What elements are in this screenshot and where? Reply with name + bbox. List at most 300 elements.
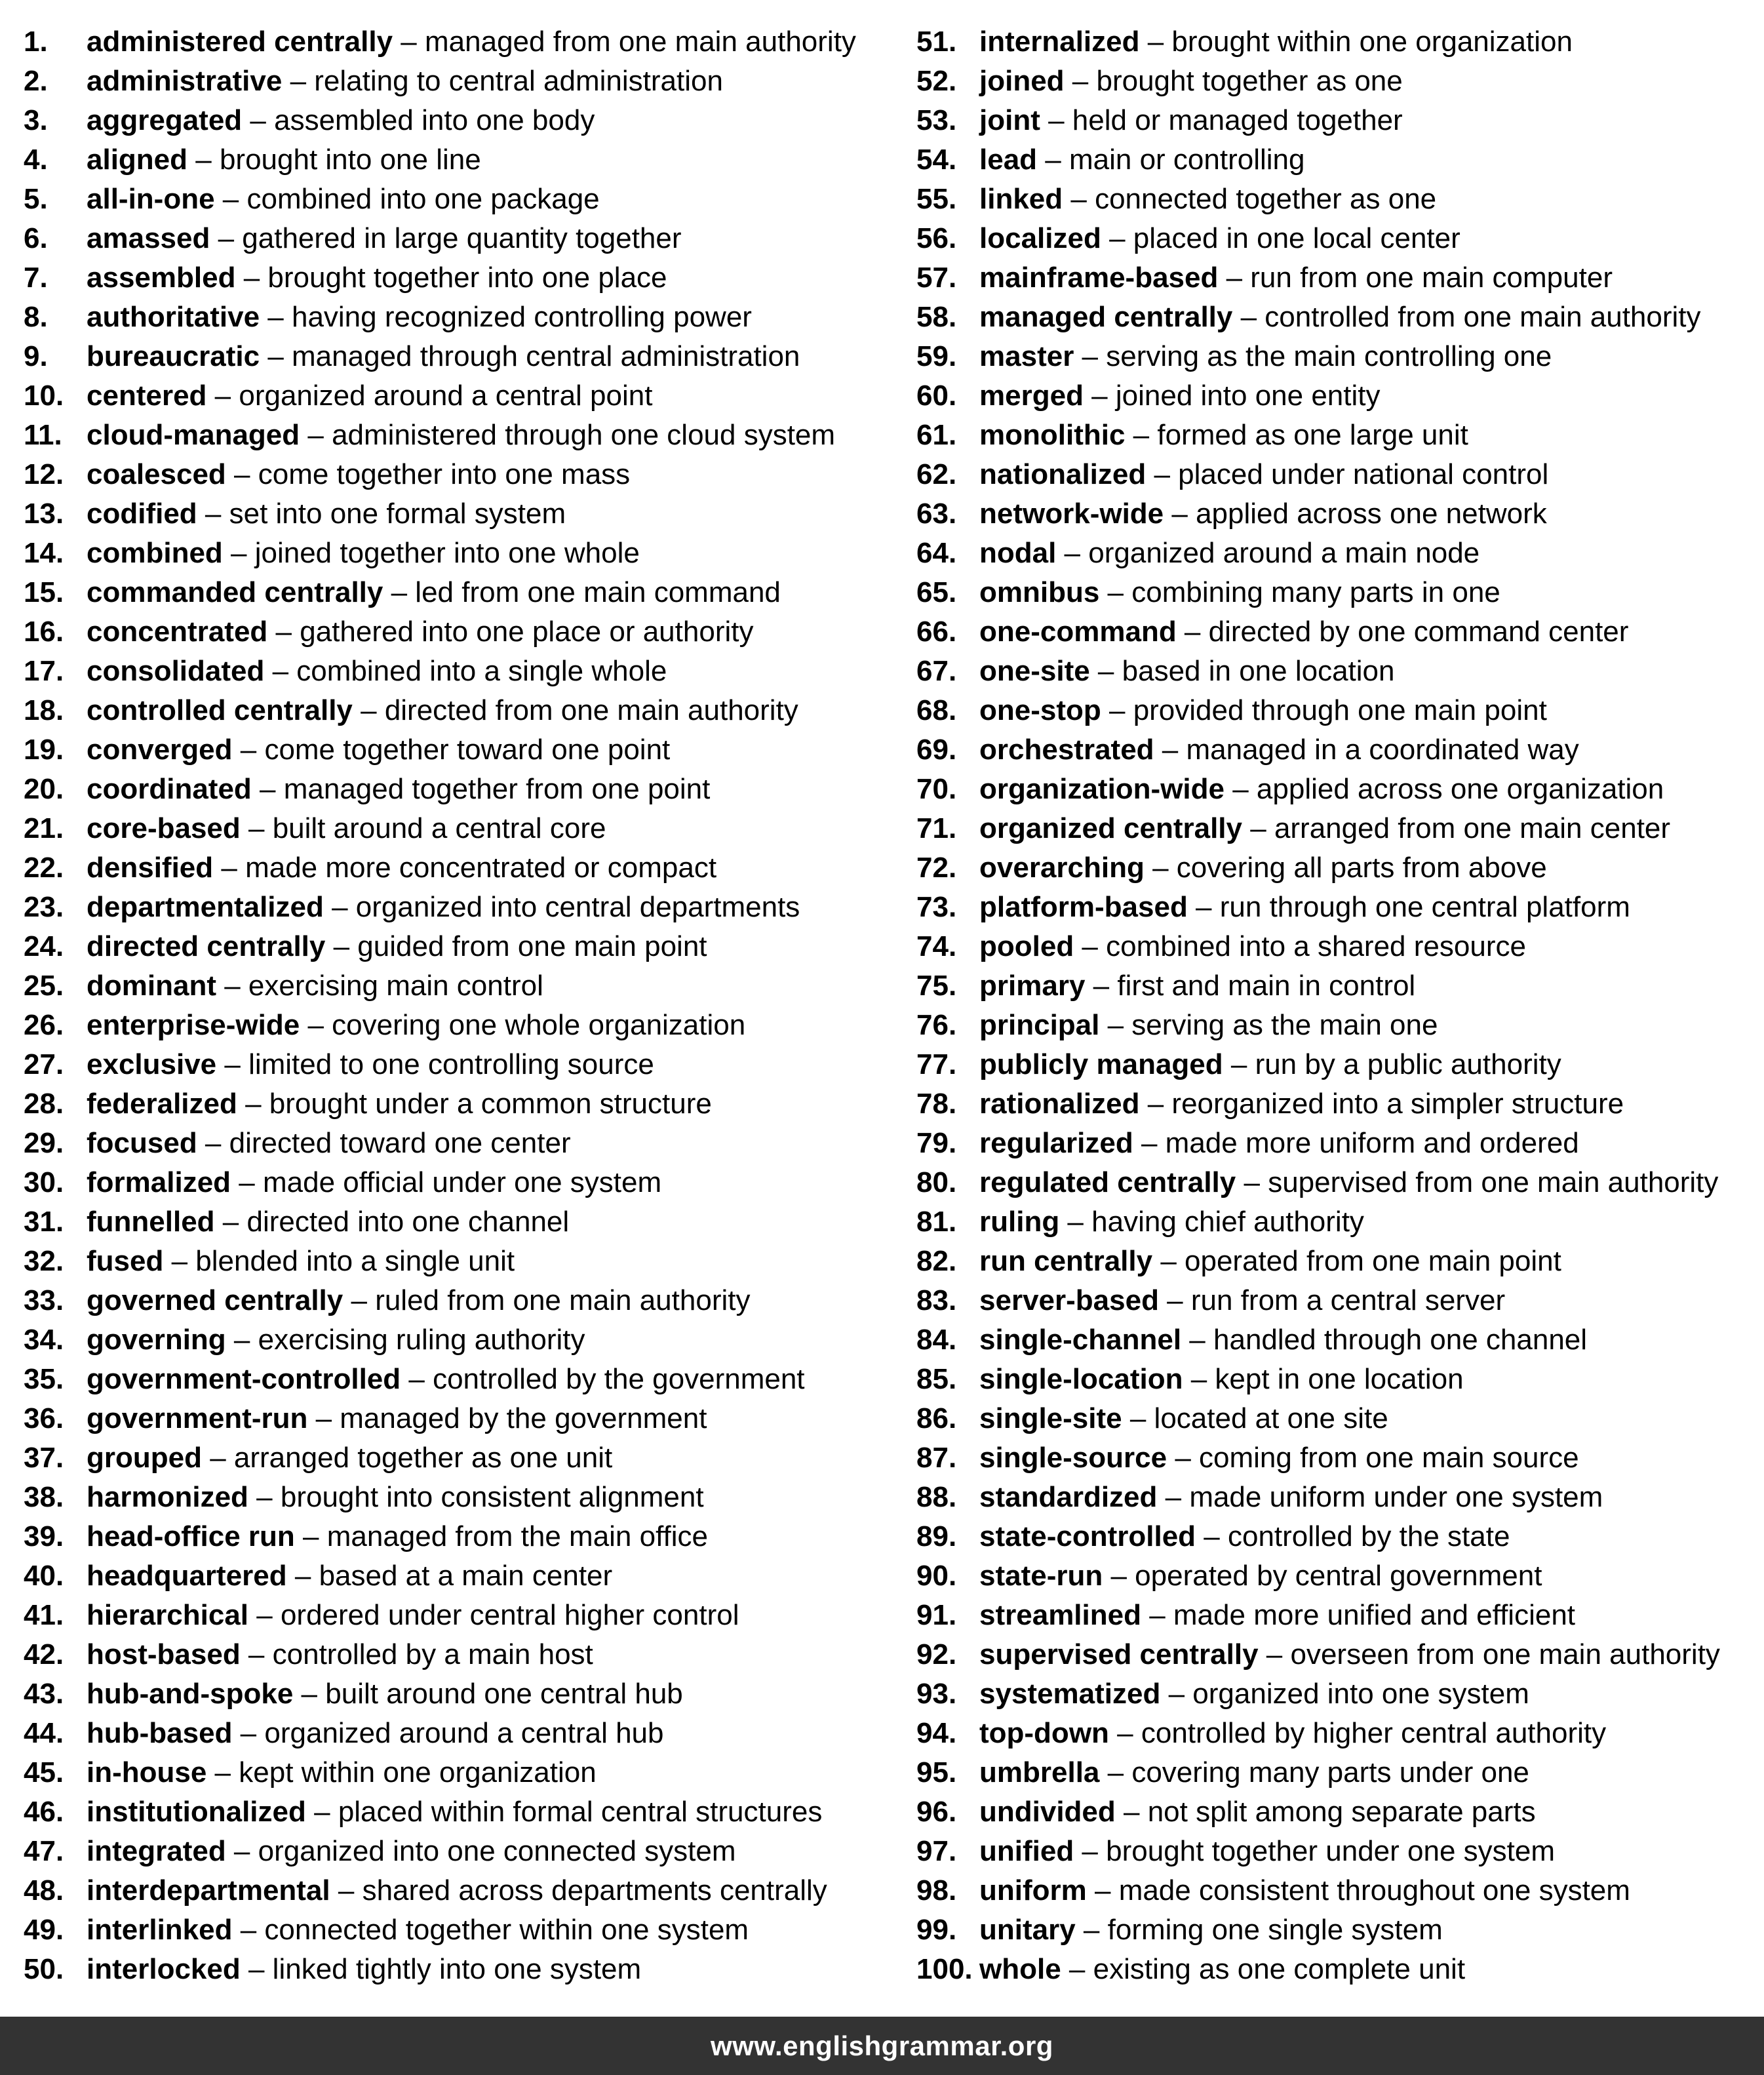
entry-word: pooled [979, 930, 1074, 962]
entry-word: publicly managed [979, 1048, 1223, 1080]
entry-word: integrated [87, 1835, 226, 1867]
entry-separator: – [1040, 104, 1072, 136]
word-entry [24, 612, 902, 652]
word-entry [24, 1202, 902, 1242]
entry-number: 15. [24, 576, 64, 608]
entry-definition: brought within one organization [1171, 26, 1573, 58]
entry-word: institutionalized [87, 1796, 306, 1828]
entry-word: single-source [979, 1442, 1167, 1474]
entry-word: government-run [87, 1402, 308, 1434]
entry-number: 80. [916, 1166, 957, 1198]
word-entry [916, 809, 1762, 848]
entry-separator: – [383, 576, 416, 608]
entry-number: 11. [24, 419, 62, 451]
entry-number: 2. [24, 65, 48, 97]
entry-number: 5. [24, 183, 48, 215]
word-entry [24, 1635, 902, 1674]
entry-number: 100. [916, 1953, 973, 1985]
entry-definition: controlled by the state [1227, 1520, 1510, 1552]
entry-separator: – [225, 458, 258, 490]
entry-separator: – [1176, 616, 1209, 648]
entry-separator: – [1141, 1599, 1173, 1631]
entry-definition: come together toward one point [264, 734, 671, 766]
entry-definition: managed together from one point [283, 773, 711, 805]
entry-number: 81. [916, 1206, 957, 1238]
word-entry [24, 652, 902, 691]
entry-definition: handled through one channel [1213, 1324, 1588, 1356]
entry-number: 42. [24, 1638, 64, 1670]
entry-separator: – [267, 616, 300, 648]
entry-definition: come together into one mass [258, 458, 631, 490]
entry-separator: – [305, 1796, 338, 1828]
entry-number: 73. [916, 891, 957, 923]
entry-definition: directed from one main authority [384, 694, 798, 726]
entry-word: whole [979, 1953, 1061, 1985]
word-entry [24, 809, 902, 848]
entry-definition: provided through one main point [1133, 694, 1547, 726]
entry-separator: – [1115, 1796, 1148, 1828]
entry-separator: – [214, 1206, 247, 1238]
word-entry [24, 376, 902, 416]
entry-definition: built around a central core [272, 812, 606, 844]
entry-word: governed centrally [87, 1284, 343, 1316]
word-entry [24, 180, 902, 219]
entry-definition: not split among separate parts [1147, 1796, 1536, 1828]
word-entry [916, 612, 1762, 652]
entry-number: 19. [24, 734, 64, 766]
entry-separator: – [225, 1835, 258, 1867]
entry-definition: held or managed together [1072, 104, 1403, 136]
word-entry [24, 1360, 902, 1399]
word-entry [916, 1478, 1762, 1517]
entry-word: regularized [979, 1127, 1133, 1159]
entry-number: 99. [916, 1914, 957, 1946]
entry-definition: assembled into one body [274, 104, 595, 136]
entry-number: 87. [916, 1442, 957, 1474]
entry-word: single-location [979, 1363, 1183, 1395]
word-entry [916, 1517, 1762, 1556]
entry-number: 25. [24, 970, 64, 1002]
entry-definition: organized around a central point [239, 380, 653, 412]
entry-definition: built around one central hub [325, 1678, 683, 1710]
entry-word: orchestrated [979, 734, 1154, 766]
word-entry [24, 927, 902, 966]
entry-separator: – [1075, 1914, 1108, 1946]
entry-word: aggregated [87, 104, 243, 136]
entry-word: organized centrally [979, 812, 1243, 844]
entry-word: primary [979, 970, 1086, 1002]
entry-number: 39. [24, 1520, 64, 1552]
word-entry [24, 1871, 902, 1910]
entry-definition: ruled from one main authority [375, 1284, 751, 1316]
word-entry [916, 730, 1762, 770]
entry-definition: controlled by higher central authority [1141, 1717, 1607, 1749]
entry-word: commanded centrally [87, 576, 383, 608]
entry-word: focused [87, 1127, 197, 1159]
entry-definition: made official under one system [262, 1166, 662, 1198]
word-entry [916, 691, 1762, 730]
entry-number: 75. [916, 970, 957, 1002]
entry-definition: combined into a single whole [296, 655, 667, 687]
footer-website-link[interactable]: www.englishgrammar.org [711, 2030, 1053, 2061]
entry-word: platform-based [979, 891, 1188, 923]
entry-number: 28. [24, 1088, 64, 1120]
entry-number: 17. [24, 655, 64, 687]
entry-definition: based in one location [1122, 655, 1395, 687]
entry-number: 4. [24, 144, 48, 176]
entry-word: core-based [87, 812, 241, 844]
entry-word: converged [87, 734, 233, 766]
entry-definition: run from one main computer [1250, 262, 1613, 294]
entry-number: 55. [916, 183, 957, 215]
entry-number: 3. [24, 104, 48, 136]
entry-word: nationalized [979, 458, 1147, 490]
entry-definition: placed within formal central structures [338, 1796, 823, 1828]
entry-separator: – [248, 1481, 281, 1513]
entry-separator: – [294, 1520, 327, 1552]
entry-word: hub-and-spoke [87, 1678, 294, 1710]
entry-definition: organized into one system [1192, 1678, 1529, 1710]
entry-number: 44. [24, 1717, 64, 1749]
entry-separator: – [300, 1009, 332, 1041]
entry-number: 33. [24, 1284, 64, 1316]
entry-separator: – [1139, 1088, 1172, 1120]
entry-definition: forming one single system [1107, 1914, 1443, 1946]
entry-separator: – [1158, 1284, 1191, 1316]
entry-definition: relating to central administration [314, 65, 723, 97]
entry-number: 86. [916, 1402, 957, 1434]
word-entry [24, 1124, 902, 1163]
entry-definition: linked tightly into one system [272, 1953, 642, 1985]
entry-word: master [979, 340, 1074, 372]
entry-word: hub-based [87, 1717, 233, 1749]
entry-number: 56. [916, 222, 957, 254]
word-entry [916, 1163, 1762, 1202]
entry-definition: made uniform under one system [1189, 1481, 1603, 1513]
entry-number: 35. [24, 1363, 64, 1395]
entry-definition: operated from one main point [1185, 1245, 1561, 1277]
word-entry [24, 770, 902, 809]
entry-number: 10. [24, 380, 64, 412]
word-list-right-column [916, 22, 1762, 1989]
entry-separator: – [222, 537, 255, 569]
entry-word: umbrella [979, 1756, 1100, 1788]
word-entry [24, 966, 902, 1006]
entry-separator: – [232, 1717, 265, 1749]
entry-word: aligned [87, 144, 188, 176]
entry-definition: run through one central platform [1219, 891, 1630, 923]
word-entry [916, 140, 1762, 180]
word-entry [916, 416, 1762, 455]
entry-definition: controlled from one main authority [1264, 301, 1701, 333]
entry-separator: – [1064, 65, 1097, 97]
entry-word: streamlined [979, 1599, 1141, 1631]
entry-number: 50. [24, 1953, 64, 1985]
word-entry [24, 337, 902, 376]
entry-separator: – [197, 1127, 229, 1159]
entry-word: systematized [979, 1678, 1161, 1710]
word-entry [916, 1556, 1762, 1596]
word-entry [24, 888, 902, 927]
entry-word: supervised centrally [979, 1638, 1259, 1670]
word-entry [24, 1556, 902, 1596]
entry-word: grouped [87, 1442, 202, 1474]
word-entry [24, 691, 902, 730]
entry-number: 36. [24, 1402, 64, 1434]
entry-definition: guided from one main point [357, 930, 707, 962]
word-entry [916, 219, 1762, 258]
word-entry [916, 1242, 1762, 1281]
word-entry [24, 1242, 902, 1281]
entry-separator: – [210, 222, 243, 254]
entry-definition: brought together as one [1096, 65, 1403, 97]
entry-number: 85. [916, 1363, 957, 1395]
entry-word: top-down [979, 1717, 1109, 1749]
entry-separator: – [1236, 1166, 1268, 1198]
entry-word: ruling [979, 1206, 1060, 1238]
entry-word: federalized [87, 1088, 237, 1120]
entry-number: 59. [916, 340, 957, 372]
entry-definition: joined into one entity [1115, 380, 1381, 412]
word-entry [24, 1792, 902, 1832]
word-list-left-column [24, 22, 902, 1989]
entry-definition: brought under a common structure [269, 1088, 712, 1120]
word-entry [24, 1006, 902, 1045]
entry-word: centered [87, 380, 207, 412]
entry-separator: – [1167, 1442, 1200, 1474]
entry-definition: serving as the main controlling one [1106, 340, 1552, 372]
entry-word: directed centrally [87, 930, 326, 962]
word-entry [916, 573, 1762, 612]
entry-number: 52. [916, 65, 957, 97]
entry-word: fused [87, 1245, 164, 1277]
entry-number: 12. [24, 458, 64, 490]
entry-word: harmonized [87, 1481, 248, 1513]
word-entry [916, 1950, 1762, 1989]
entry-number: 94. [916, 1717, 957, 1749]
word-entry [916, 1006, 1762, 1045]
entry-number: 92. [916, 1638, 957, 1670]
entry-word: amassed [87, 222, 210, 254]
word-entry [24, 1950, 902, 1989]
entry-separator: – [240, 812, 273, 844]
entry-word: enterprise-wide [87, 1009, 300, 1041]
word-entry [916, 770, 1762, 809]
entry-word: dominant [87, 970, 216, 1002]
entry-word: formalized [87, 1166, 231, 1198]
entry-definition: organized into central departments [355, 891, 800, 923]
entry-word: one-site [979, 655, 1090, 687]
entry-number: 14. [24, 537, 64, 569]
entry-number: 37. [24, 1442, 64, 1474]
entry-number: 38. [24, 1481, 64, 1513]
word-entry [916, 1320, 1762, 1360]
entry-definition: directed by one command center [1208, 616, 1629, 648]
entry-separator: – [1183, 1363, 1215, 1395]
entry-number: 63. [916, 498, 957, 530]
entry-word: merged [979, 380, 1084, 412]
entry-word: government-controlled [87, 1363, 401, 1395]
entry-word: one-command [979, 616, 1177, 648]
entry-separator: – [293, 1678, 326, 1710]
entry-definition: run by a public authority [1255, 1048, 1561, 1080]
entry-separator: – [1144, 852, 1177, 884]
entry-word: undivided [979, 1796, 1116, 1828]
word-entry [916, 1674, 1762, 1714]
entry-separator: – [1089, 655, 1122, 687]
entry-word: lead [979, 144, 1038, 176]
entry-separator: – [1074, 340, 1107, 372]
entry-word: uniform [979, 1874, 1087, 1907]
entry-definition: combined into a shared resource [1106, 930, 1526, 962]
entry-separator: – [1086, 1874, 1119, 1907]
entry-separator: – [1164, 498, 1196, 530]
entry-number: 9. [24, 340, 48, 372]
entry-number: 89. [916, 1520, 957, 1552]
word-entry [24, 1753, 902, 1792]
word-entry [24, 1084, 902, 1124]
word-entry [916, 1792, 1762, 1832]
entry-word: omnibus [979, 576, 1100, 608]
entry-separator: – [1063, 183, 1095, 215]
entry-word: all-in-one [87, 183, 215, 215]
word-entry [916, 337, 1762, 376]
entry-separator: – [163, 1245, 196, 1277]
entry-definition: formed as one large unit [1157, 419, 1468, 451]
entry-word: interlinked [87, 1914, 233, 1946]
word-entry [916, 101, 1762, 140]
word-entry [916, 1045, 1762, 1084]
entry-separator: – [1099, 576, 1132, 608]
entry-separator: – [330, 1874, 363, 1907]
word-entry [916, 848, 1762, 888]
entry-separator: – [1056, 537, 1089, 569]
entry-word: concentrated [87, 616, 268, 648]
entry-word: run centrally [979, 1245, 1153, 1277]
entry-separator: – [260, 340, 292, 372]
entry-definition: having recognized controlling power [291, 301, 752, 333]
entry-number: 41. [24, 1599, 64, 1631]
word-entry [24, 730, 902, 770]
entry-number: 24. [24, 930, 64, 962]
word-entry [916, 534, 1762, 573]
entry-number: 83. [916, 1284, 957, 1316]
entry-number: 82. [916, 1245, 957, 1277]
entry-separator: – [240, 1638, 273, 1670]
entry-definition: placed under national control [1178, 458, 1549, 490]
entry-separator: – [282, 65, 315, 97]
word-entry [24, 1320, 902, 1360]
entry-separator: – [260, 301, 292, 333]
entry-definition: managed in a coordinated way [1186, 734, 1579, 766]
word-entry [916, 22, 1762, 62]
entry-word: managed centrally [979, 301, 1233, 333]
entry-word: unified [979, 1835, 1074, 1867]
entry-separator: – [1099, 1009, 1132, 1041]
word-entry [916, 1399, 1762, 1438]
entry-word: assembled [87, 262, 236, 294]
entry-definition: operated by central government [1135, 1560, 1542, 1592]
word-entry [24, 416, 902, 455]
entry-number: 67. [916, 655, 957, 687]
entry-number: 93. [916, 1678, 957, 1710]
entry-definition: serving as the main one [1131, 1009, 1438, 1041]
entry-separator: – [1160, 1678, 1193, 1710]
entry-number: 98. [916, 1874, 957, 1907]
entry-number: 30. [24, 1166, 64, 1198]
word-entry [24, 101, 902, 140]
entry-word: coordinated [87, 773, 252, 805]
entry-word: nodal [979, 537, 1057, 569]
entry-number: 21. [24, 812, 64, 844]
entry-word: state-run [979, 1560, 1103, 1592]
entry-number: 20. [24, 773, 64, 805]
word-entry [916, 927, 1762, 966]
entry-number: 95. [916, 1756, 957, 1788]
word-entry [24, 1399, 902, 1438]
entry-number: 71. [916, 812, 957, 844]
word-entry [916, 652, 1762, 691]
entry-separator: – [1154, 734, 1186, 766]
entry-separator: – [323, 891, 356, 923]
word-entry [916, 1871, 1762, 1910]
entry-separator: – [232, 734, 265, 766]
entry-number: 65. [916, 576, 957, 608]
entry-separator: – [1059, 1206, 1092, 1238]
entry-definition: organized around a central hub [264, 1717, 664, 1749]
entry-word: cloud-managed [87, 419, 300, 451]
entry-definition: having chief authority [1091, 1206, 1364, 1238]
entry-number: 47. [24, 1835, 64, 1867]
entry-definition: made more concentrated or compact [245, 852, 717, 884]
entry-word: server-based [979, 1284, 1159, 1316]
entry-word: head-office run [87, 1520, 295, 1552]
word-entry [24, 573, 902, 612]
entry-definition: kept in one location [1215, 1363, 1464, 1395]
entry-number: 62. [916, 458, 957, 490]
entry-definition: controlled by the government [433, 1363, 805, 1395]
entry-separator: – [1061, 1953, 1093, 1985]
entry-word: interdepartmental [87, 1874, 330, 1907]
entry-number: 31. [24, 1206, 64, 1238]
entry-separator: – [1101, 694, 1133, 726]
entry-separator: – [1099, 1756, 1132, 1788]
word-entry [24, 848, 902, 888]
entry-number: 97. [916, 1835, 957, 1867]
entry-separator: – [201, 1442, 234, 1474]
entry-word: standardized [979, 1481, 1158, 1513]
entry-separator: – [251, 773, 284, 805]
entry-number: 79. [916, 1127, 957, 1159]
entry-separator: – [1232, 301, 1265, 333]
entry-number: 77. [916, 1048, 957, 1080]
word-entry [24, 258, 902, 298]
word-entry [24, 534, 902, 573]
entry-word: principal [979, 1009, 1100, 1041]
word-entry [916, 62, 1762, 101]
entry-word: headquartered [87, 1560, 287, 1592]
entry-number: 66. [916, 616, 957, 648]
entry-number: 45. [24, 1756, 64, 1788]
word-entry [916, 1596, 1762, 1635]
entry-word: hierarchical [87, 1599, 249, 1631]
entry-definition: gathered in large quantity together [242, 222, 682, 254]
entry-separator: – [1258, 1638, 1291, 1670]
entry-definition: run from a central server [1190, 1284, 1506, 1316]
entry-separator: – [216, 970, 248, 1002]
entry-definition: limited to one controlling source [248, 1048, 654, 1080]
word-entry [24, 1674, 902, 1714]
